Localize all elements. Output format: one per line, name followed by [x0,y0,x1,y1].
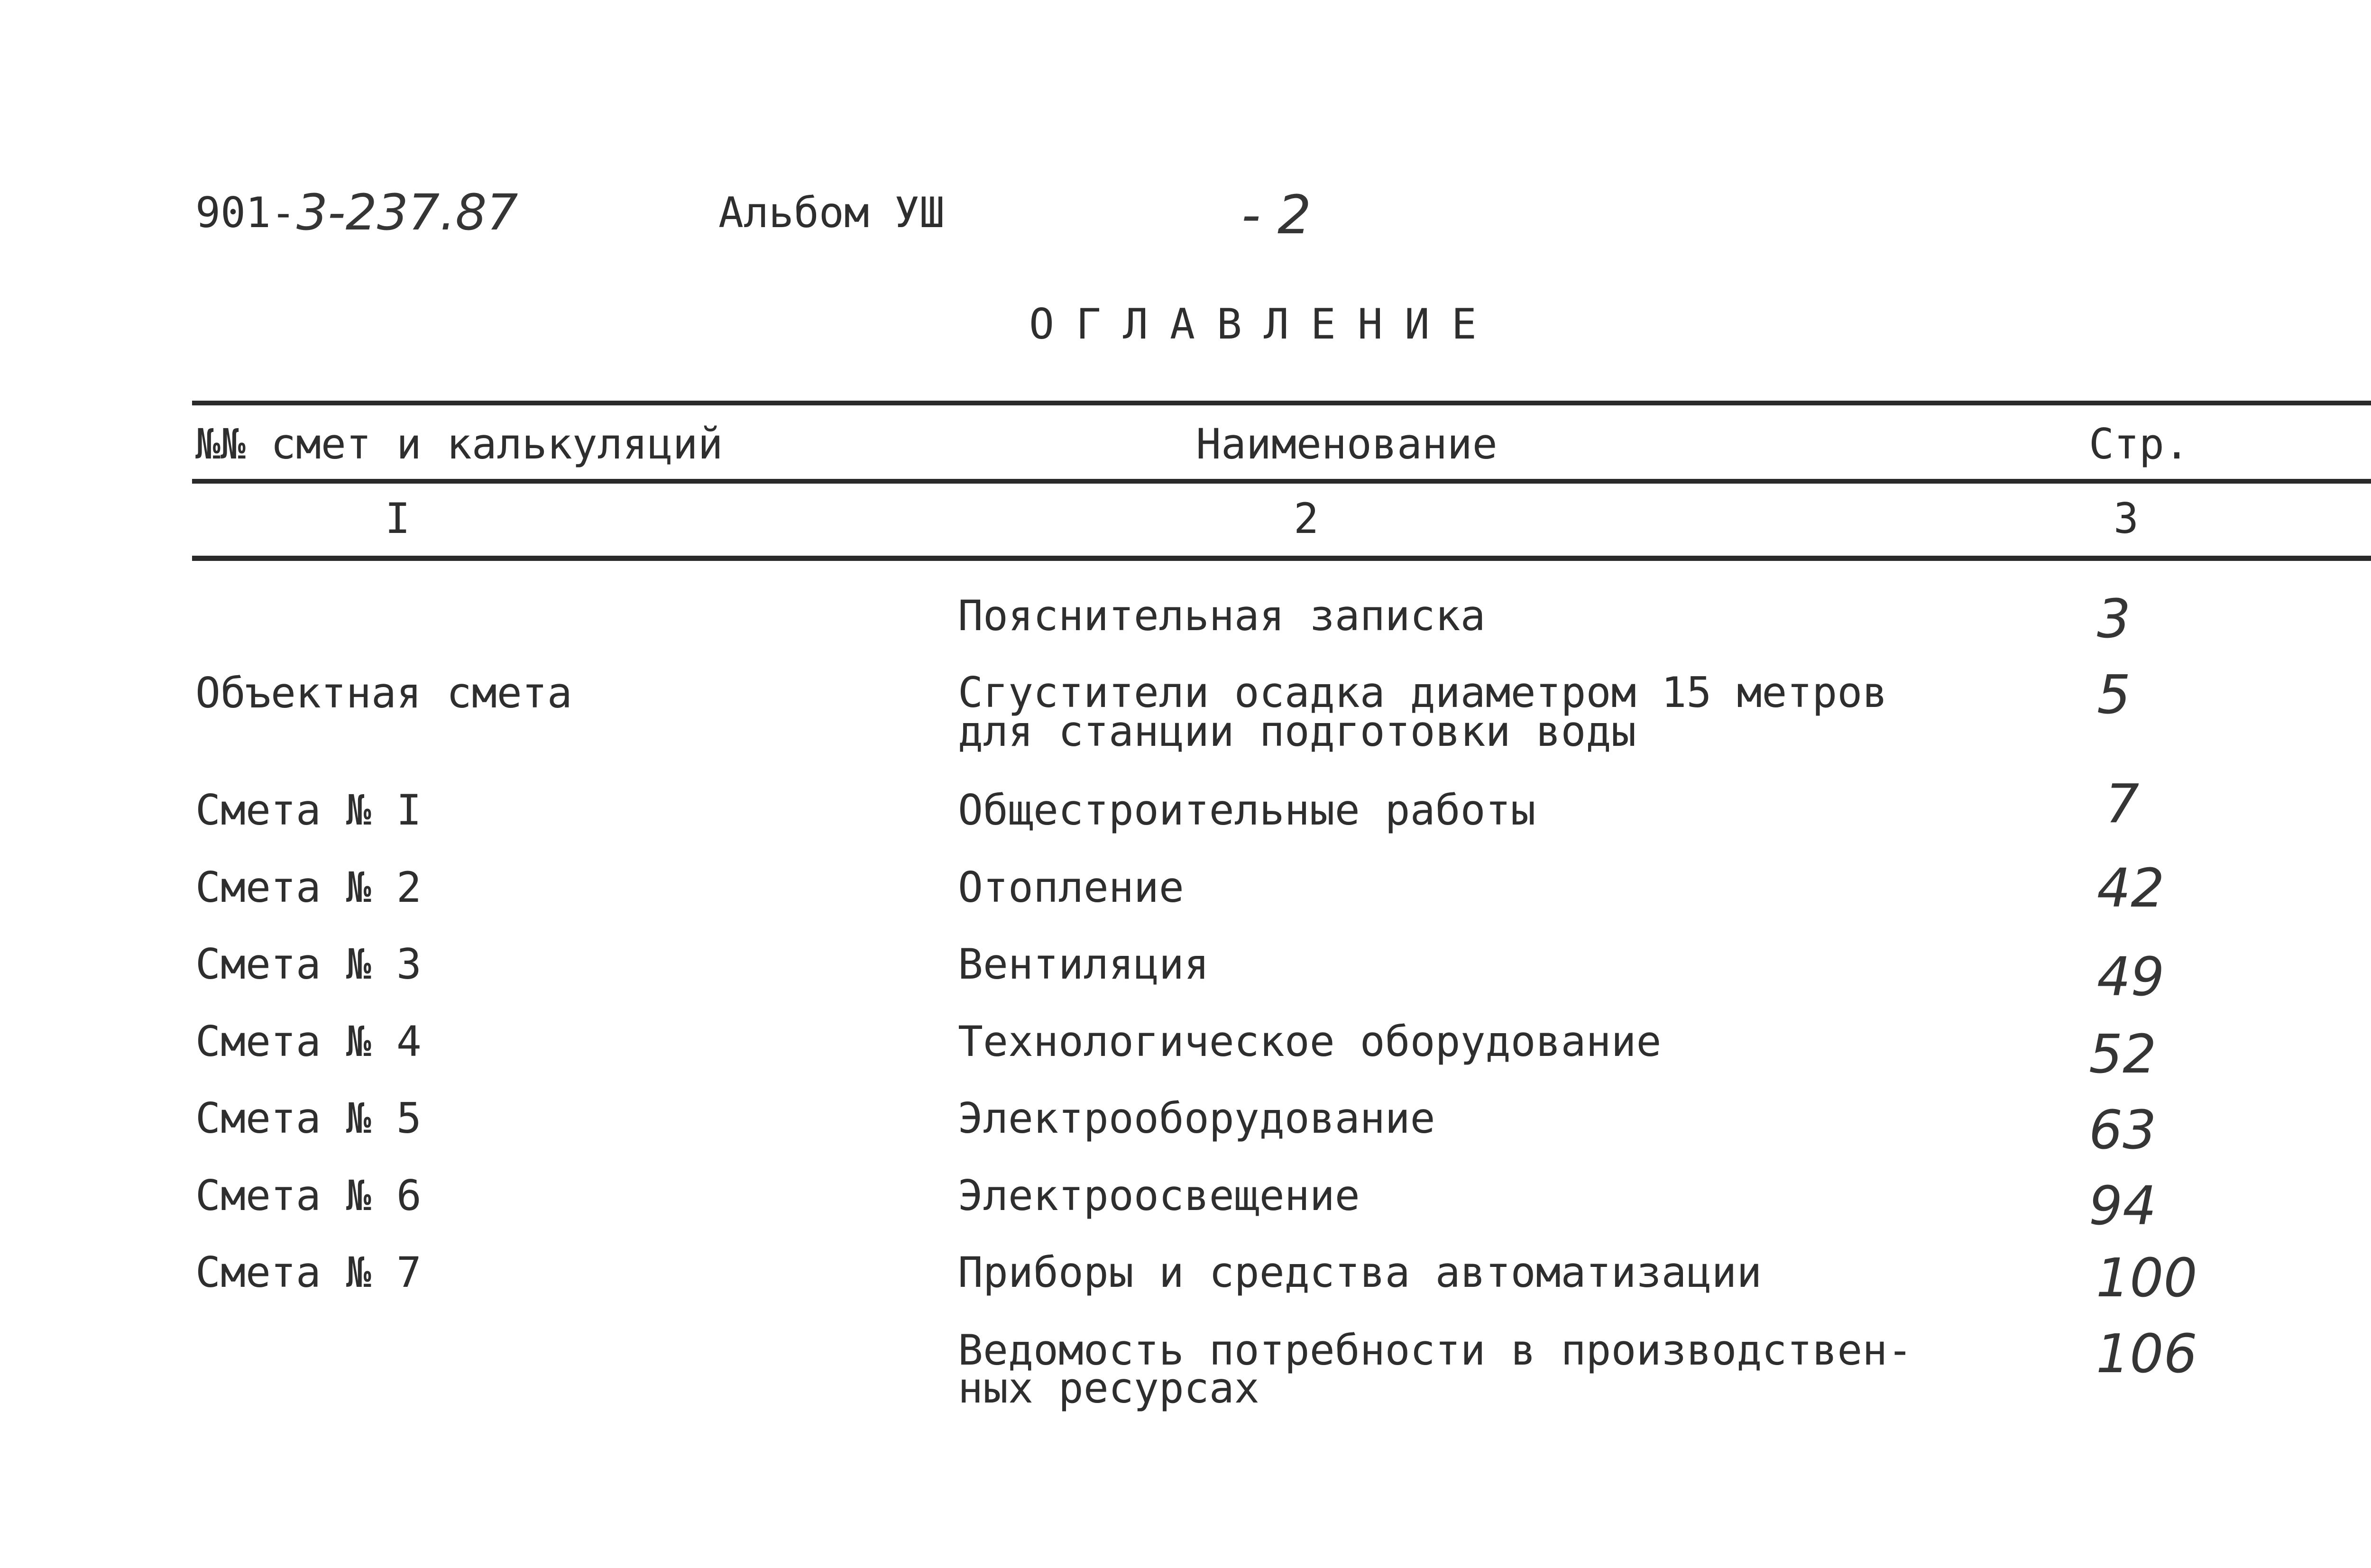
row-name: Отопление [958,863,1184,912]
row-name: Ведомость потребности в производствен- [958,1326,1913,1375]
row-page: 49 [2097,946,2165,1008]
header-bottom-rule [192,479,2371,484]
row-estimate: Объектная смета [195,669,572,717]
row-estimate: Смета № 2 [195,863,422,912]
column-header-name: Наименование [1196,420,1498,468]
row-estimate: Смета № 6 [195,1171,422,1220]
column-number-2: 2 [1294,494,1319,543]
page-title: ОГЛАВЛЕНИЕ [1029,300,1498,348]
row-name-continuation: для станции подготовки воды [958,707,1636,756]
row-name-continuation: ных ресурсах [958,1364,1259,1412]
row-name: Общестроительные работы [958,786,1536,834]
row-page: 42 [2097,858,2165,919]
row-name: Пояснительная записка [958,591,1486,640]
table-top-rule [192,401,2371,405]
row-name: Сгустители осадка диаметром 15 метров [958,668,1888,717]
row-page: 100 [2096,1247,2197,1309]
row-estimate: Смета № 4 [195,1017,422,1066]
row-page: 52 [2089,1024,2157,1085]
row-page: 106 [2096,1323,2197,1385]
row-page: 3 [2097,588,2131,650]
row-estimate: Смета № 3 [195,940,422,989]
row-name: Электрооборудование [958,1094,1435,1143]
column-number-3: 3 [2114,494,2139,543]
row-page: 7 [2105,773,2140,835]
row-name: Электроосвещение [958,1171,1360,1220]
row-estimate: Смета № I [195,786,422,834]
row-name: Технологическое оборудование [958,1017,1662,1066]
row-page: 94 [2089,1175,2157,1237]
row-name: Приборы и средства автоматизации [958,1248,1762,1297]
column-header-page: Стр. [2089,420,2189,468]
row-estimate: Смета № 7 [195,1248,422,1297]
page-number: - 2 [1241,184,1312,246]
row-estimate: Смета № 5 [195,1094,422,1143]
column-numbers-bottom-rule [192,556,2371,561]
document-code-handwritten: 3-237.87 [296,183,518,241]
row-page: 5 [2097,664,2131,726]
row-page: 63 [2089,1100,2157,1161]
album-label: Альбом УШ [718,188,945,237]
column-header-estimates: №№ смет и калькуляций [195,420,723,468]
row-name: Вентиляция [958,940,1209,989]
column-number-1: I [385,494,410,543]
document-code-typed: 901- [195,188,296,237]
